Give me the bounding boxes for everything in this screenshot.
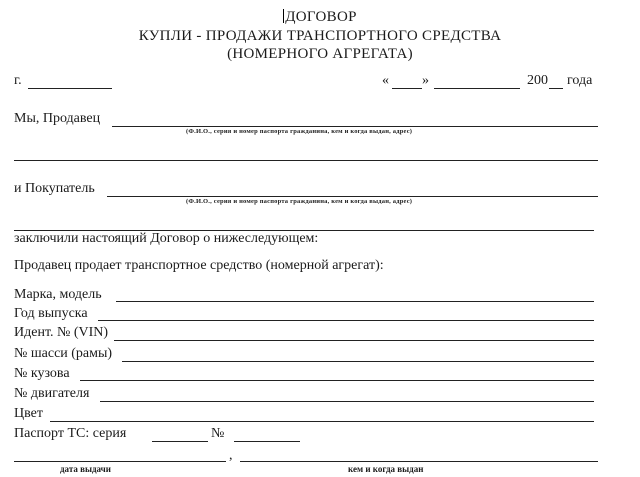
city-prefix: г. <box>14 73 22 88</box>
year-prefix: 200 <box>527 73 548 88</box>
issue-comma: , <box>229 448 233 463</box>
concluded-text: заключили настоящий Договор о нижеследующем: <box>14 231 319 246</box>
buyer-field[interactable] <box>107 196 598 197</box>
quote-close: » <box>422 73 429 88</box>
passport-number-field[interactable] <box>234 441 300 442</box>
document-subtitle: КУПЛИ - ПРОДАЖИ ТРАНСПОРТНОГО СРЕДСТВА <box>138 28 502 44</box>
buyer-hint: (Ф.И.О., серия и номер паспорта гражданина, кем и когда выдан, адрес) <box>186 198 413 205</box>
title-line-1: ДОГОВОР <box>285 9 357 25</box>
seller-field[interactable] <box>112 126 598 127</box>
chassis-field[interactable] <box>122 361 594 362</box>
document-title <box>0 9 640 26</box>
make-model-label: Марка, модель <box>14 287 102 302</box>
month-field[interactable] <box>434 88 520 89</box>
issued-by-hint: кем и когда выдан <box>348 464 424 474</box>
chassis-label: № шасси (рамы) <box>14 346 113 361</box>
color-label: Цвет <box>14 406 43 421</box>
seller-field-line-2[interactable] <box>14 160 598 161</box>
vehicle-intro: Продавец продает транспортное средство (номерной агрегат): <box>14 258 384 273</box>
color-field[interactable] <box>50 421 594 422</box>
engine-label: № двигателя <box>14 386 90 401</box>
body-label: № кузова <box>14 366 70 381</box>
buyer-label: и Покупатель <box>14 181 95 196</box>
seller-label: Мы, Продавец <box>14 111 101 126</box>
make-model-field[interactable] <box>116 301 594 302</box>
issue-date-hint: дата выдачи <box>60 464 111 474</box>
vin-label: Идент. № (VIN) <box>14 325 109 340</box>
document-subtitle-2: (НОМЕРНОГО АГРЕГАТА) <box>227 46 413 62</box>
year-of-manufacture-field[interactable] <box>98 320 594 321</box>
body-field[interactable] <box>80 380 594 381</box>
year-field[interactable] <box>549 88 563 89</box>
passport-number-sign: № <box>211 426 225 441</box>
passport-series-field[interactable] <box>152 441 208 442</box>
passport-label: Паспорт ТС: серия <box>14 426 127 441</box>
issued-by-field[interactable] <box>240 461 598 462</box>
day-field[interactable] <box>392 88 422 89</box>
year-suffix: года <box>567 73 593 88</box>
year-label: Год выпуска <box>14 306 88 321</box>
engine-field[interactable] <box>100 401 594 402</box>
quote-open: « <box>382 73 389 88</box>
seller-hint: (Ф.И.О., серия и номер паспорта гражданина, кем и когда выдан, адрес) <box>186 128 413 135</box>
city-field[interactable] <box>28 88 112 89</box>
vin-field[interactable] <box>114 340 594 341</box>
issue-date-field[interactable] <box>14 461 226 462</box>
